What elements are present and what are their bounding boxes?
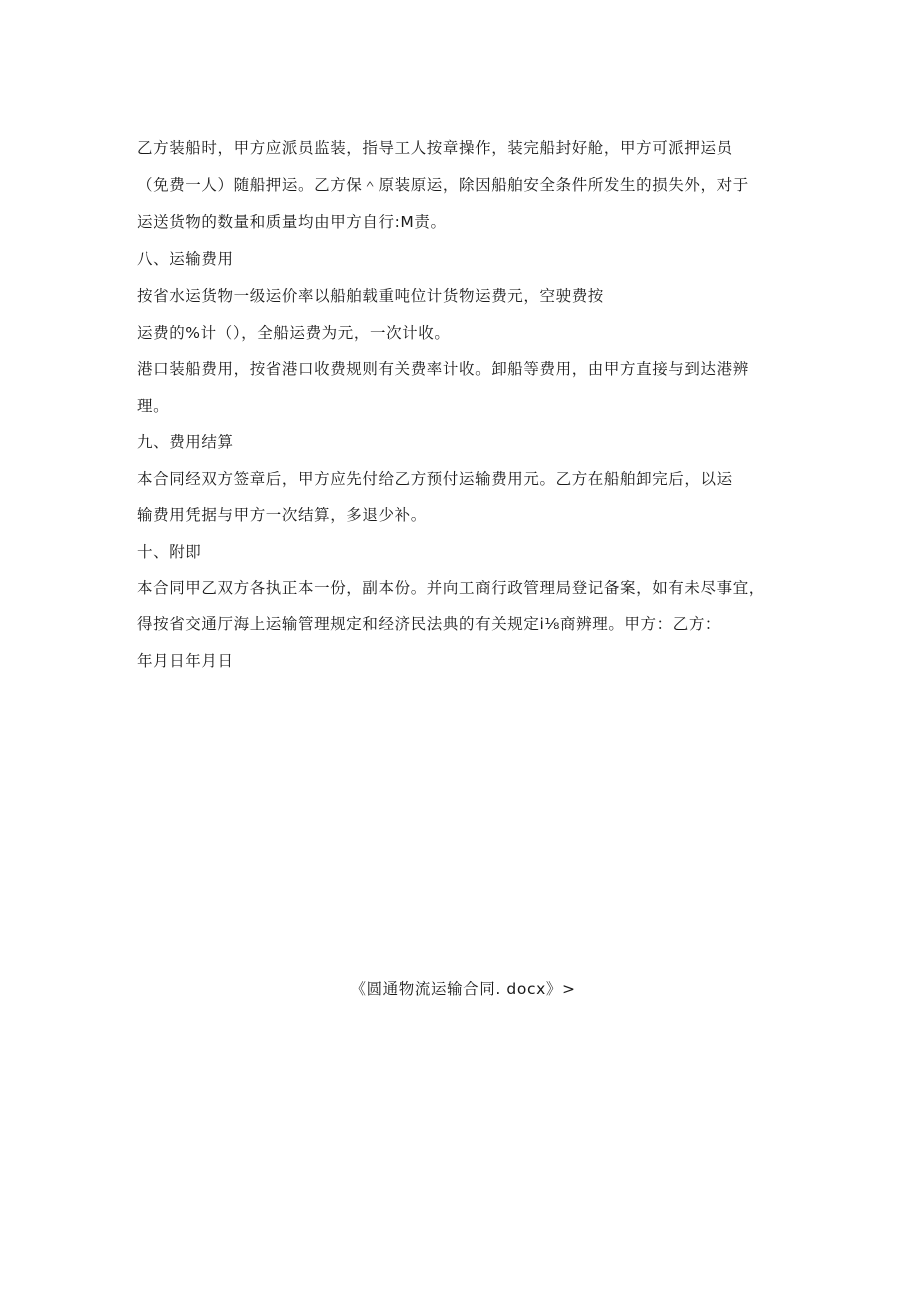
text-line-11: 输费用凭据与甲方一次结算，多退少补。 <box>137 506 427 524</box>
section-heading-8: 八、运输费用 <box>137 250 234 268</box>
text-line-2: （免费一人）随船押运。乙方保＾原装原运，除因船舶安全条件所发生的损失外，对于 <box>137 176 749 194</box>
text-line-6: 运费的%计（），全船运费为元，一次计收。 <box>137 324 451 342</box>
section-heading-10: 十、附即 <box>137 543 202 561</box>
text-line-1: 乙方装船时，甲方应派员监装，指导工人按章操作，装完船封好舱，甲方可派押运员 <box>137 139 733 157</box>
text-line-3: 运送货物的数量和质量均由甲方自行:M责。 <box>137 213 447 231</box>
text-line-8: 理。 <box>137 397 170 415</box>
text-line-13: 本合同甲乙双方各执正本一份，副本份。并向工商行政管理局登记备案，如有未尽事宜， <box>137 579 765 597</box>
text-line-14: 得按省交通厅海上运输管理规定和经济民法典的有关规定i⅛商辨理。甲方：乙方： <box>137 615 722 633</box>
text-line-7: 港口装船费用，按省港口收费规则有关费率计收。卸船等费用，由甲方直接与到达港辨 <box>137 360 749 378</box>
section-heading-9: 九、费用结算 <box>137 433 234 451</box>
document-footer: 《圆通物流运输合同. docx》> <box>350 980 576 998</box>
signature-date-line: 年月日年月日 <box>137 652 234 670</box>
text-line-10: 本合同经双方签章后，甲方应先付给乙方预付运输费用元。乙方在船舶卸完后，以运 <box>137 470 733 488</box>
text-line-5: 按省水运货物一级运价率以船舶载重吨位计货物运费元，空驶费按 <box>137 287 604 305</box>
